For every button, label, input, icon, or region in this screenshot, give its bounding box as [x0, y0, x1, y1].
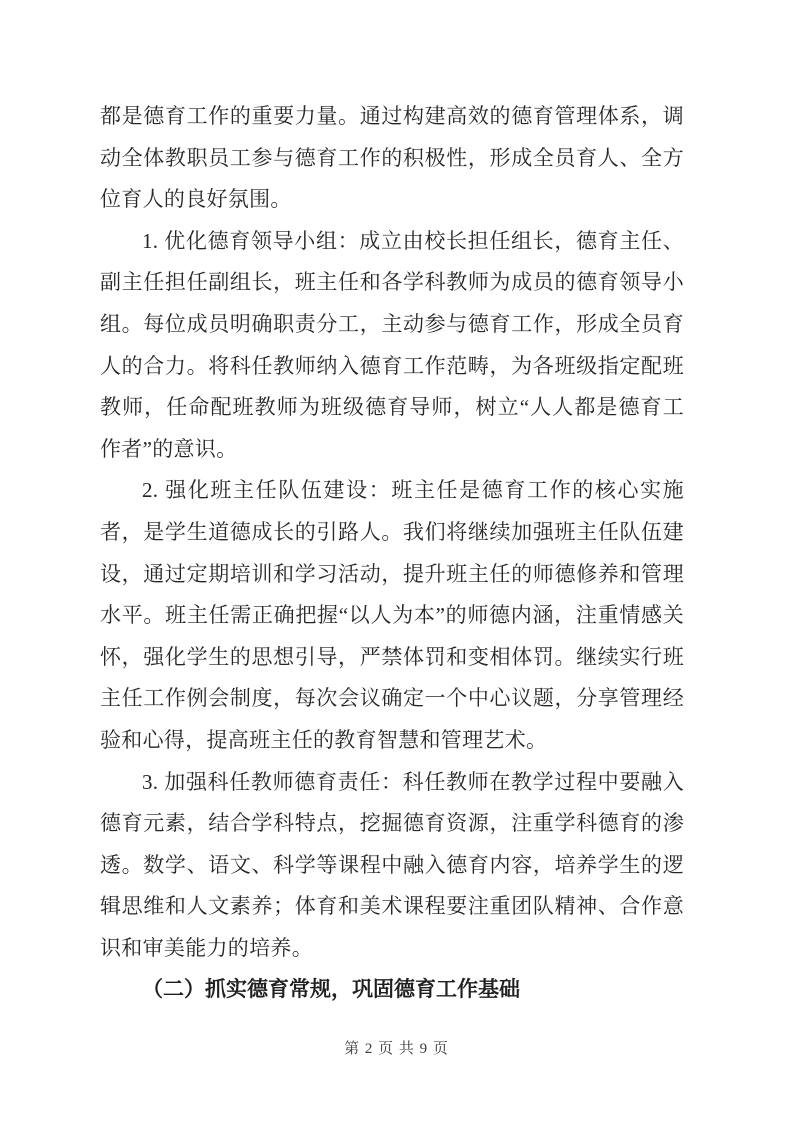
paragraph-item-3: 3. 加强科任教师德育责任：科任教师在教学过程中要融入德育元素，结合学科特点，挖掘德育资源，注重学科德育的渗透。数学、语文、科学等课程中融入德育内容，培养学生的逻辑思维和人文素养；体育和美术课程要注重团队精神、合作意识和审美能力的培养。: [100, 769, 684, 960]
document-body: [100, 96, 684, 1011]
paragraph-item-1: 1. 优化德育领导小组：成立由校长担任组长，德育主任、副主任担任副组长，班主任和各学科教师为成员的德育领导小组。每位成员明确职责分工，主动参与德育工作，形成全员育人的合力。将科任教师纳入德育工作范畴，为各班级指定配班教师，任命配班教师为班级德育导师，树立“人人都是德育工作者”的意识。: [100, 228, 684, 461]
paragraph-item-2: 2. 强化班主任队伍建设：班主任是德育工作的核心实施者，是学生道德成长的引路人。我们将继续加强班主任队伍建设，通过定期培训和学习活动，提升班主任的师德修养和管理水平。班主任需正确把握“以人为本”的师德内涵，注重情感关怀，强化学生的思想引导，严禁体罚和变相体罚。继续实行班主任工作例会制度，每次会议确定一个中心议题，分享管理经验和心得，提高班主任的教育智慧和管理艺术。: [100, 478, 684, 752]
section-heading: （二）抓实德育常规，巩固德育工作基础: [142, 977, 520, 1002]
page-number-text: 第 2 页 共 9 页: [344, 1041, 449, 1057]
page-footer: [0, 1037, 793, 1061]
paragraph-continuation: 都是德育工作的重要力量。通过构建高效的德育管理体系，调动全体教职员工参与德育工作的积极性，形成全员育人、全方位育人的良好氛围。: [100, 104, 684, 212]
